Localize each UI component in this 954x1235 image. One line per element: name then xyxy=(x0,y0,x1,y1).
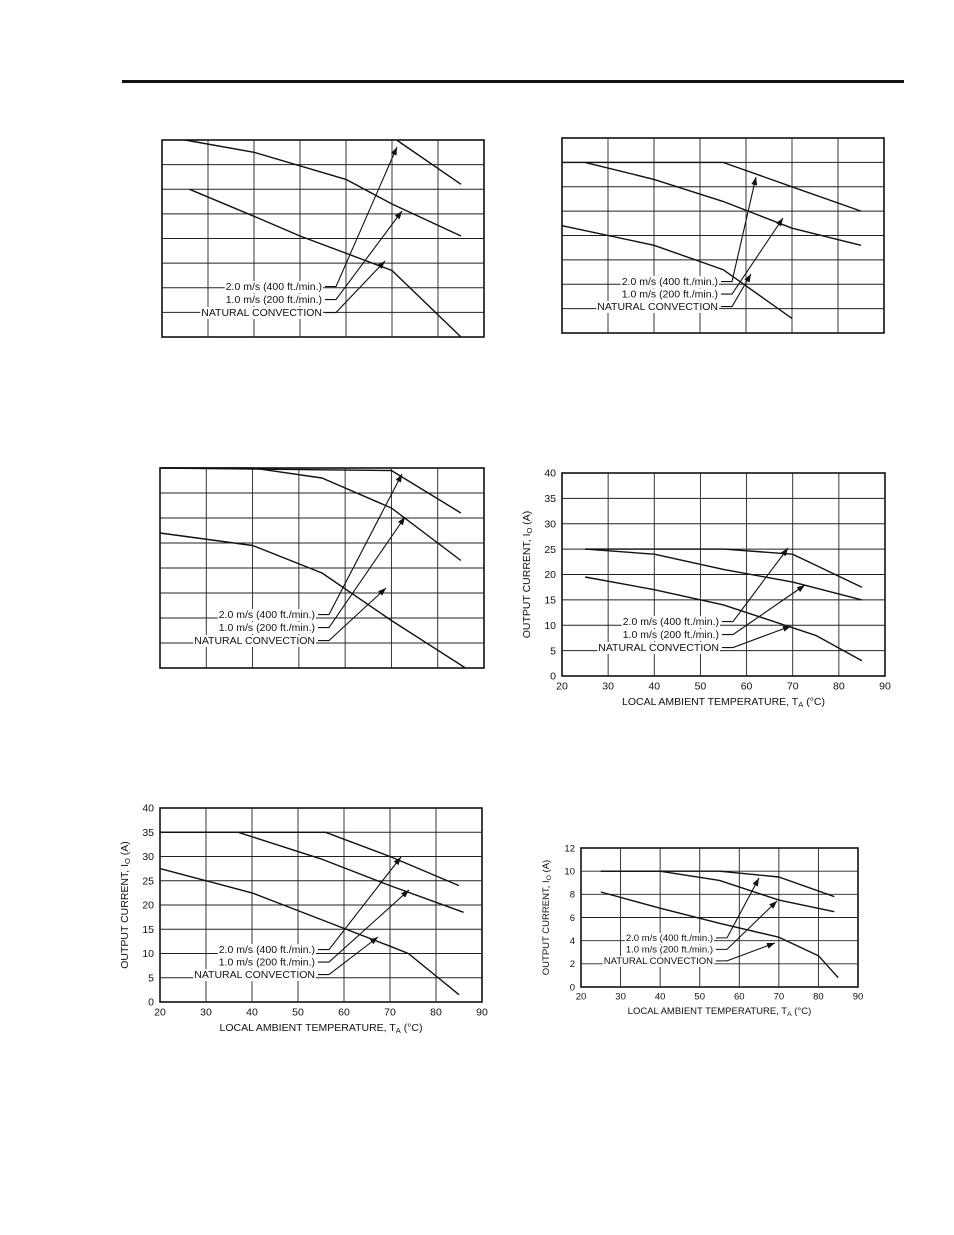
y-tick-label: 35 xyxy=(544,493,556,506)
y-tick-label: 15 xyxy=(142,923,154,936)
x-tick-label: 50 xyxy=(694,680,707,693)
legend-1-0-ms: 1.0 m/s (200 ft./min.) xyxy=(625,944,713,956)
legend-2-0-ms: 2.0 m/s (400 ft./min.) xyxy=(218,944,315,956)
y-tick-label: 10 xyxy=(564,866,575,878)
y-tick-label: 25 xyxy=(142,875,154,888)
y-axis-title: OUTPUT CURRENT, $I_O$ (A) xyxy=(541,859,553,976)
y-axis-title: OUTPUT CURRENT, IO (A) xyxy=(521,510,534,639)
y-tick-label: 40 xyxy=(142,802,154,815)
x-tick-label: 60 xyxy=(740,680,753,693)
x-tick-label: 20 xyxy=(556,680,568,693)
y-tick-label: 6 xyxy=(569,912,575,924)
derating-chart-2 xyxy=(550,130,900,345)
x-tick-label: 50 xyxy=(292,1006,304,1019)
legend-natural-convection: NATURAL CONVECTION xyxy=(598,642,719,654)
x-tick-label: 40 xyxy=(648,680,661,693)
derating-chart-6 xyxy=(540,838,870,1028)
legend-natural-convection: NATURAL CONVECTION xyxy=(201,307,322,319)
derating-chart-4 xyxy=(515,460,900,715)
x-tick-label: 80 xyxy=(833,680,845,693)
y-tick-label: 40 xyxy=(544,467,556,480)
y-tick-label: 8 xyxy=(569,889,575,901)
x-tick-label: 80 xyxy=(430,1006,442,1019)
legend-1-0-ms: 1.0 m/s (200 ft./min.) xyxy=(622,629,719,641)
x-tick-label: 80 xyxy=(813,991,824,1003)
legend-1-0-ms: 1.0 m/s (200 ft./min.) xyxy=(621,288,718,301)
legend-natural-convection: NATURAL CONVECTION xyxy=(603,956,713,967)
y-tick-label: 5 xyxy=(148,972,154,985)
y-tick-label: 0 xyxy=(550,670,556,683)
x-axis-title: LOCAL AMBIENT TEMPERATURE, TA (°C) xyxy=(219,1022,423,1035)
legend-1-0-ms: 1.0 m/s (200 ft./min.) xyxy=(218,956,315,969)
y-tick-label: 4 xyxy=(569,935,575,947)
y-tick-label: 35 xyxy=(142,826,154,839)
x-tick-label: 30 xyxy=(615,991,626,1003)
legend-natural-convection: NATURAL CONVECTION xyxy=(194,635,315,647)
y-tick-label: 15 xyxy=(544,594,556,607)
derating-chart-3 xyxy=(150,460,500,680)
y-tick-label: 20 xyxy=(142,899,154,912)
x-tick-label: 60 xyxy=(338,1006,350,1019)
y-tick-label: 30 xyxy=(544,518,556,531)
x-tick-label: 70 xyxy=(384,1006,396,1019)
x-tick-label: 90 xyxy=(879,680,891,693)
y-tick-label: 2 xyxy=(569,959,575,971)
legend-2-0-ms: 2.0 m/s (400 ft./min.) xyxy=(625,933,713,944)
page-header-rule xyxy=(122,80,904,83)
legend-natural-convection: NATURAL CONVECTION xyxy=(597,301,718,313)
x-tick-label: 60 xyxy=(733,991,745,1003)
legend-2-0-ms: 2.0 m/s (400 ft./min.) xyxy=(225,281,322,293)
x-tick-label: 40 xyxy=(654,991,666,1003)
x-tick-label: 40 xyxy=(246,1006,258,1019)
legend-2-0-ms: 2.0 m/s (400 ft./min.) xyxy=(621,276,718,288)
y-tick-label: 10 xyxy=(142,948,154,961)
legend-1-0-ms: 1.0 m/s (200 ft./min.) xyxy=(218,622,315,634)
x-tick-label: 20 xyxy=(154,1006,166,1019)
y-tick-label: 25 xyxy=(544,543,556,556)
x-tick-label: 30 xyxy=(602,680,614,693)
y-tick-label: 10 xyxy=(544,619,556,632)
legend-natural-convection: NATURAL CONVECTION xyxy=(194,969,315,981)
y-tick-label: 30 xyxy=(142,851,154,864)
y-tick-label: 0 xyxy=(569,982,575,994)
legend-1-0-ms: 1.0 m/s (200 ft./min.) xyxy=(225,294,322,306)
x-axis-title: LOCAL AMBIENT TEMPERATURE, $T_A$ (°C) xyxy=(627,1006,812,1018)
x-tick-label: 70 xyxy=(786,680,799,693)
derating-chart-1 xyxy=(150,130,500,350)
derating-chart-5 xyxy=(112,795,497,1045)
y-tick-label: 0 xyxy=(148,996,154,1009)
x-tick-label: 90 xyxy=(476,1006,488,1019)
x-tick-label: 30 xyxy=(200,1006,212,1019)
legend-2-0-ms: 2.0 m/s (400 ft./min.) xyxy=(622,616,719,628)
x-tick-label: 90 xyxy=(852,991,864,1003)
y-tick-label: 5 xyxy=(550,645,556,658)
y-axis-title: OUTPUT CURRENT, IO (A) xyxy=(119,841,132,969)
x-tick-label: 70 xyxy=(773,991,785,1003)
x-axis-title: LOCAL AMBIENT TEMPERATURE, TA (°C) xyxy=(622,696,825,709)
x-tick-label: 20 xyxy=(575,991,587,1003)
y-tick-label: 12 xyxy=(564,843,575,855)
x-tick-label: 50 xyxy=(694,991,706,1003)
legend-2-0-ms: 2.0 m/s (400 ft./min.) xyxy=(218,609,315,621)
y-tick-label: 20 xyxy=(544,569,556,582)
